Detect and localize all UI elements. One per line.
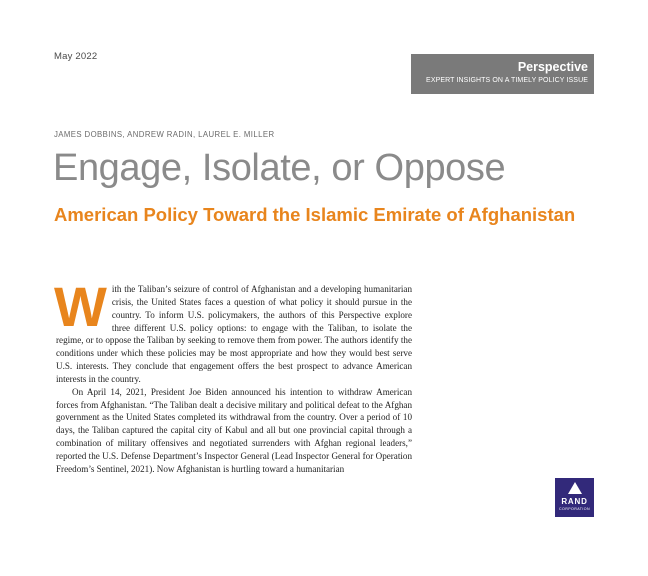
series-banner bbox=[411, 54, 594, 94]
authors-line: JAMES DOBBINS, ANDREW RADIN, LAUREL E. MILLER bbox=[54, 130, 275, 139]
document-subtitle: American Policy Toward the Islamic Emirate of Afghanistan bbox=[54, 204, 576, 225]
document-title: Engage, Isolate, or Oppose bbox=[53, 147, 506, 189]
body-paragraph: On April 14, 2021, President Joe Biden announced his intention to withdraw American forces from Afghanistan. “The Taliban dealt a decisive military and political defeat to the Afghan government as the United States completed its withdrawal from the country. Over a period of 10 days, the Taliban captured the capital city of Kabul and all but one provincial capital through a combination of military offensives and negotiated surrenders with Afghan regional leaders,” reported the U.S. Defense Department’s Inspector General (Lead Inspector General for Operation Freedom’s Sentinel, 2021). Now Afghanistan is hurtling toward a humanitarian bbox=[56, 386, 412, 474]
rand-logo-sub: CORPORATION bbox=[559, 507, 590, 511]
series-subtitle: EXPERT INSIGHTS ON A TIMELY POLICY ISSUE bbox=[426, 77, 588, 84]
body-text bbox=[54, 275, 412, 476]
publication-date: May 2022 bbox=[54, 51, 98, 62]
intro-paragraph bbox=[54, 275, 412, 386]
drop-cap: W bbox=[54, 275, 107, 338]
series-title: Perspective bbox=[517, 60, 588, 74]
rand-triangle-icon bbox=[568, 482, 582, 494]
intro-paragraph-text: ith the Taliban’s seizure of control of Afghanistan and a developing humanitarian crisis, the United States faces a question of what policy it should pursue in the country. To inform U.S. policymakers, the authors of this Perspective explore three different U.S. policy options: to engage with the Taliban, to isolate the regime, or to oppose the Taliban by seeking to remove them from power. The authors identify the conditions under which these policies may be most appropriate and how they would best serve U.S. interests. They conclude that engagement offers the best prospect to advance American interests in the country. bbox=[56, 284, 412, 384]
rand-logo bbox=[555, 478, 594, 517]
rand-logo-name: RAND bbox=[561, 497, 588, 506]
